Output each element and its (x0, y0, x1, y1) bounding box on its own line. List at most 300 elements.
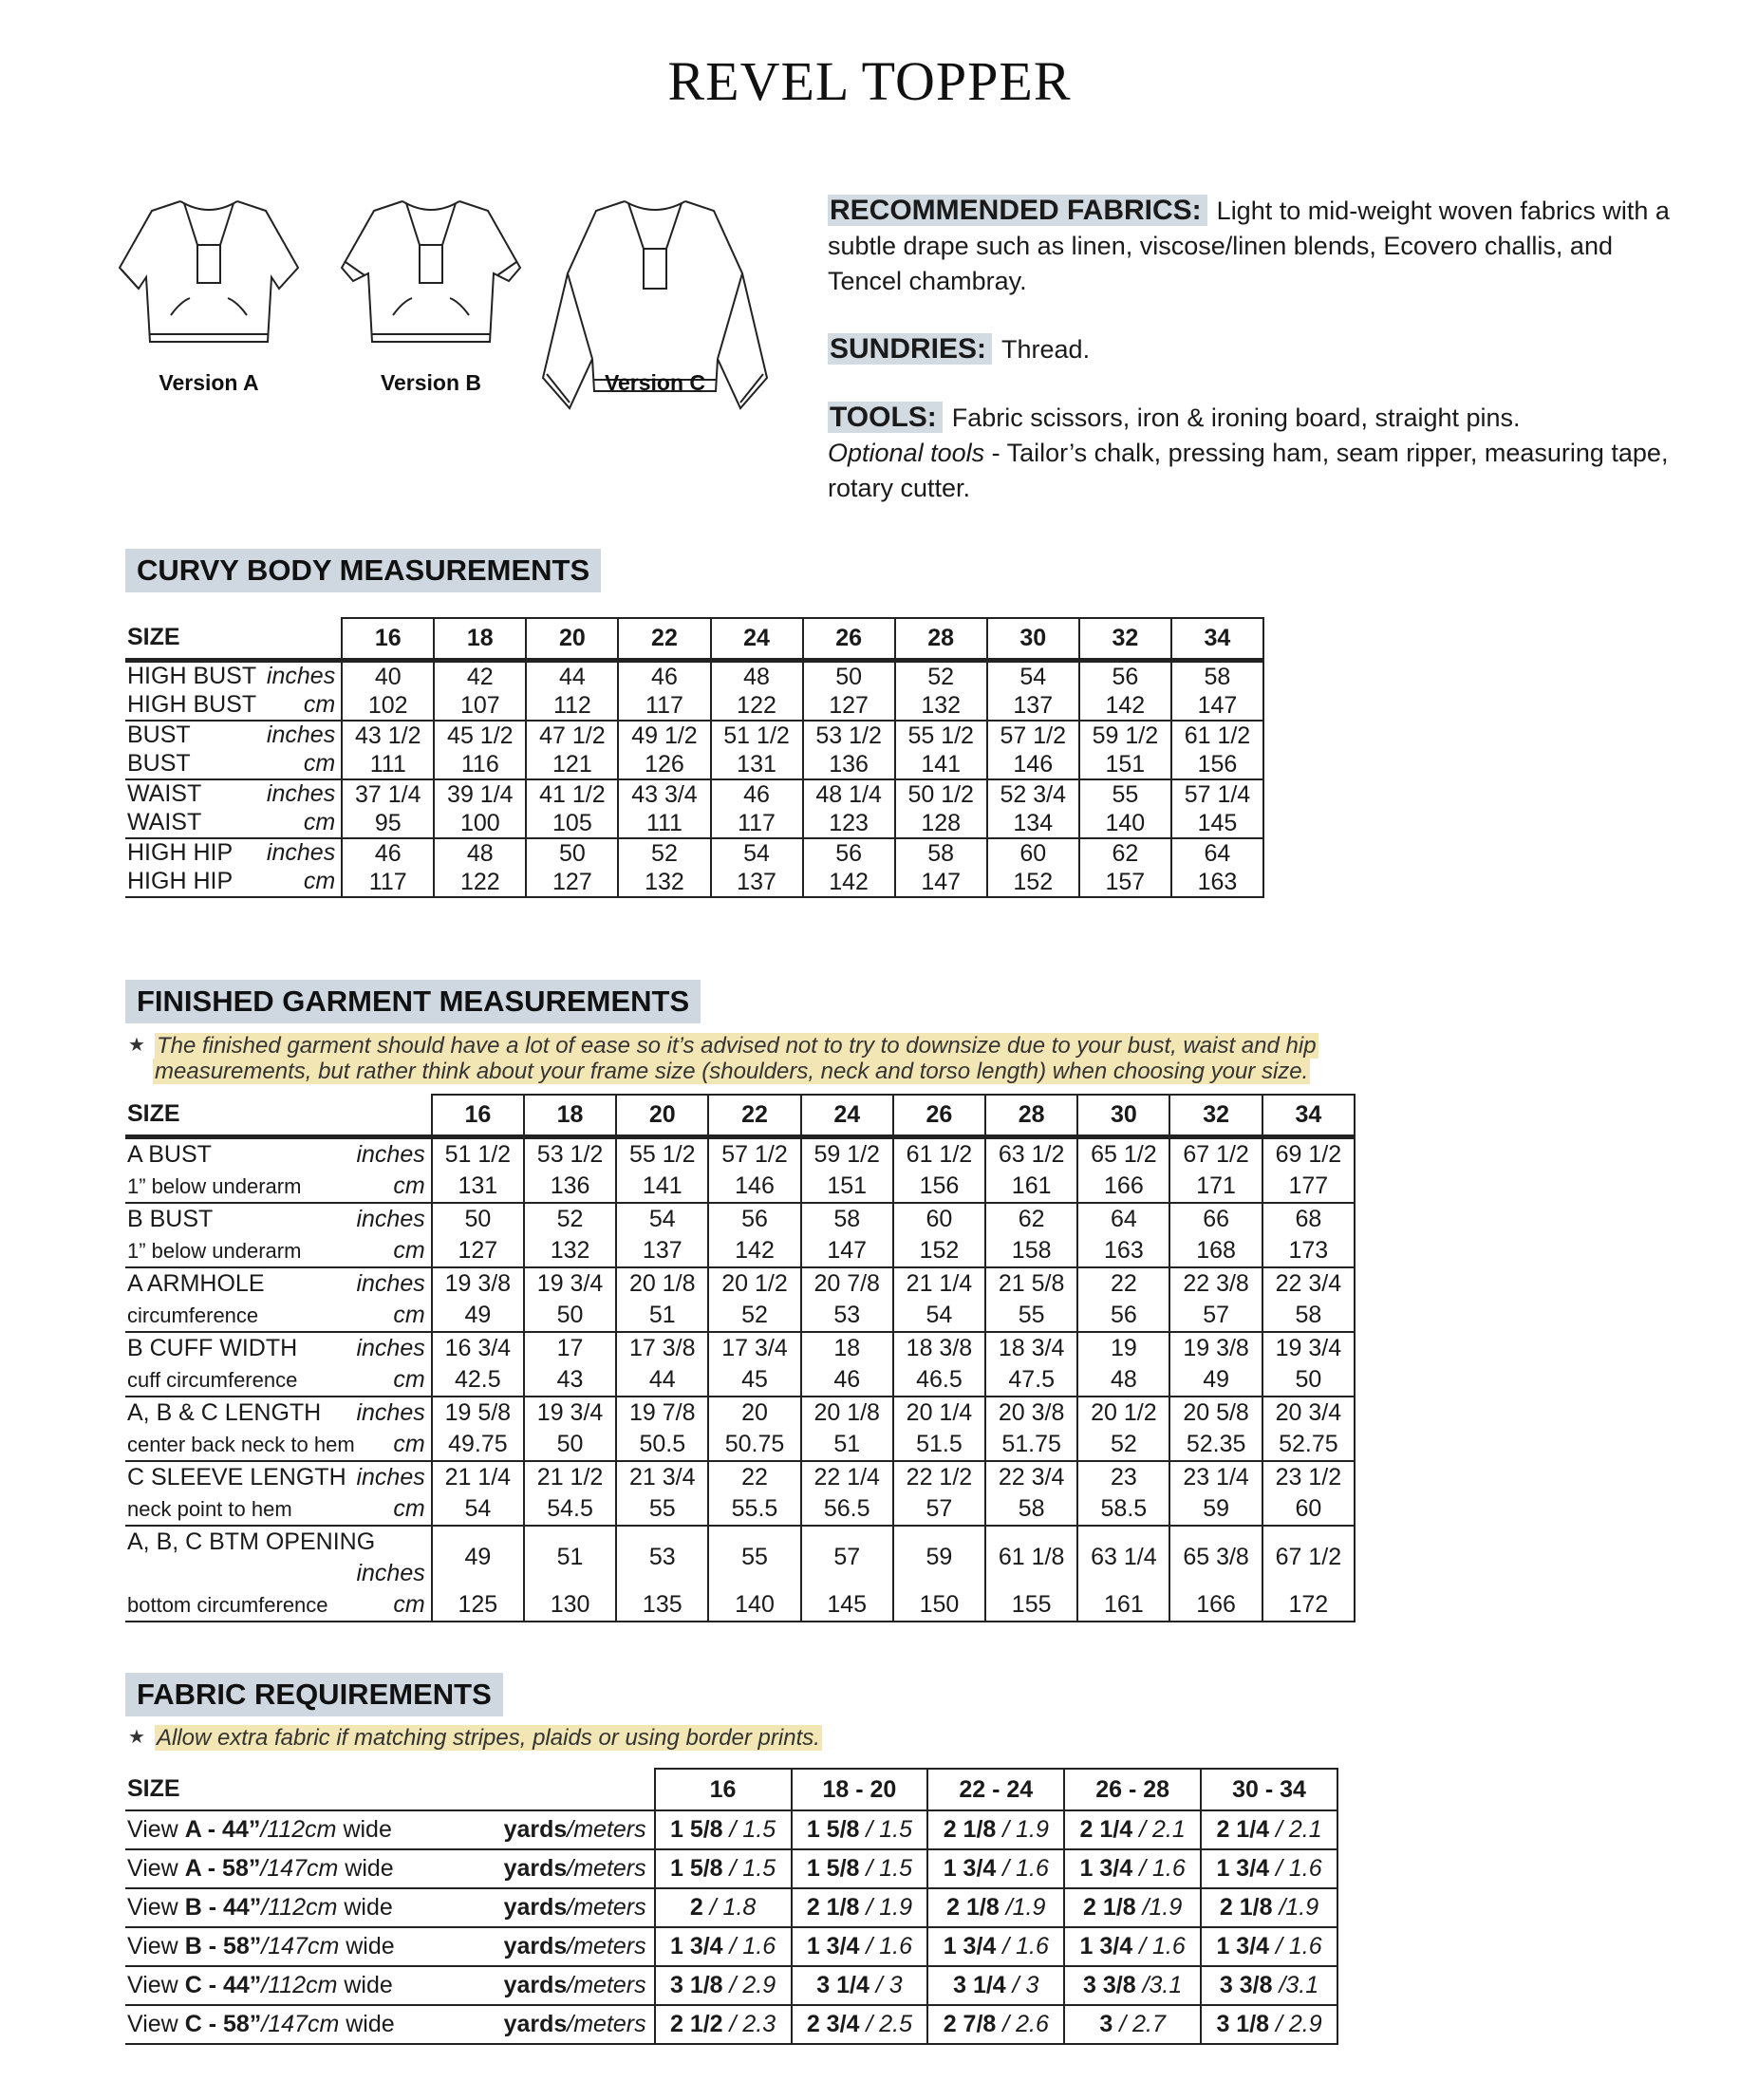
measure-name: B CUFF WIDTH (127, 1334, 298, 1361)
table-cell: 142 (803, 868, 895, 897)
table-row (125, 838, 1263, 868)
unit-label: inches (356, 1205, 425, 1232)
table-cell: 51.5 (893, 1429, 985, 1461)
table-cell: 168 (1169, 1235, 1262, 1267)
yards-value: 2 7/8 (943, 2011, 997, 2037)
table-cell: 53 (616, 1526, 708, 1589)
table-cell: 140 (708, 1589, 800, 1622)
meters-value: / 2.9 (1269, 2011, 1322, 2037)
meters-value: / 1.5 (722, 1855, 776, 1882)
table-cell: 54 (893, 1300, 985, 1332)
yards-value: 2 3/4 (806, 2011, 860, 2037)
size-header: 32 (1079, 618, 1171, 660)
recommended-fabrics-text: Light to mid-weight woven fabrics with a subtle drape such as linen, viscose/linen blends, Ecovero challis, and Tencel chambray. (828, 197, 1670, 295)
table-cell (655, 1849, 792, 1888)
table-cell: 147 (895, 868, 987, 897)
measure-description: 1” below underarm (127, 1173, 302, 1198)
meters-value: / 1.6 (996, 1933, 1049, 1959)
table-cell (1064, 1888, 1201, 1927)
unit-label: cm (303, 868, 336, 894)
table-cell: 49 1/2 (618, 721, 710, 750)
row-label (125, 1235, 432, 1267)
table-cell: 163 (1171, 868, 1263, 897)
table-row (125, 868, 1263, 897)
row-label (125, 691, 342, 721)
table-cell: 20 3/8 (985, 1397, 1077, 1429)
table-cell: 20 (708, 1397, 800, 1429)
view-prefix: View (127, 1894, 185, 1921)
table-cell: 51 (616, 1300, 708, 1332)
size-header: 22 (618, 618, 710, 660)
table-cell: 19 3/8 (432, 1267, 524, 1300)
measure-name: C SLEEVE LENGTH (127, 1463, 346, 1491)
measure-name: HIGH HIP (127, 839, 234, 866)
table-cell: 47 1/2 (526, 721, 618, 750)
table-cell: 62 (985, 1203, 1077, 1235)
yards-value: 1 5/8 (669, 1855, 723, 1882)
meters-value: /3.1 (1135, 1972, 1183, 1998)
table-cell (927, 1927, 1064, 1966)
meters-value: / 3 (1005, 1972, 1039, 1998)
measure-name: BUST (127, 722, 191, 748)
size-header: 30 (987, 618, 1079, 660)
table-cell: 59 (1169, 1493, 1262, 1526)
table-cell (792, 1810, 928, 1849)
fabric-width-suffix: wide (339, 1933, 395, 1959)
table-cell: 46 (342, 838, 434, 868)
yards-value: 3 3/8 (1083, 1972, 1136, 1998)
row-label (125, 2005, 655, 2044)
fabric-width-cm: /112cm (261, 1894, 338, 1921)
table-cell: 141 (895, 750, 987, 779)
unit-label: inches (356, 1140, 425, 1168)
unit-meters: /meters (567, 2011, 646, 2037)
table-cell: 171 (1169, 1171, 1262, 1203)
table-cell: 43 1/2 (342, 721, 434, 750)
row-label (125, 721, 342, 750)
table-cell: 155 (985, 1589, 1077, 1622)
view-letter: C (184, 2011, 202, 2037)
table-cell: 50 (803, 660, 895, 691)
table-cell: 61 1/2 (1171, 721, 1263, 750)
table-cell: 65 1/2 (1077, 1136, 1169, 1171)
size-header: 26 (803, 618, 895, 660)
table-cell: 52 (895, 660, 987, 691)
fabric-width-inches: - 44” (201, 1972, 262, 1998)
table-cell: 20 7/8 (801, 1267, 893, 1300)
recommended-fabrics (828, 193, 1682, 299)
table-cell: 49 (432, 1526, 524, 1589)
table-cell: 65 3/8 (1169, 1526, 1262, 1589)
table-cell (1064, 2005, 1201, 2044)
table-row (125, 1364, 1355, 1397)
table-cell: 48 1/4 (803, 779, 895, 809)
table-cell: 51.75 (985, 1429, 1077, 1461)
table-cell: 142 (1079, 691, 1171, 721)
table-row (125, 1966, 1337, 2005)
unit-label: cm (393, 1172, 425, 1199)
table-cell: 145 (1171, 809, 1263, 838)
measure-name: BUST (127, 750, 191, 777)
table-cell: 19 (1077, 1332, 1169, 1364)
table-cell: 177 (1262, 1171, 1355, 1203)
table-cell (927, 1966, 1064, 2005)
yards-value: 1 5/8 (806, 1855, 860, 1882)
star-icon: ★ (128, 1727, 145, 1748)
table-cell: 19 7/8 (616, 1397, 708, 1429)
row-label (125, 838, 342, 868)
table-cell: 45 (708, 1364, 800, 1397)
measure-description: bottom circumference (127, 1592, 328, 1617)
table-cell: 48 (434, 838, 526, 868)
table-cell: 44 (526, 660, 618, 691)
table-cell: 152 (893, 1235, 985, 1267)
yards-value: 3 3/8 (1219, 1972, 1273, 1998)
info-block (828, 193, 1682, 538)
unit-label: cm (393, 1430, 425, 1457)
table-cell (1064, 1966, 1201, 2005)
table-cell: 136 (803, 750, 895, 779)
fabric-width-inches: - 44” (201, 1894, 262, 1921)
row-label (125, 1589, 432, 1622)
table-cell: 107 (434, 691, 526, 721)
yards-value: 3 (1099, 2011, 1113, 2037)
size-label: SIZE (127, 1775, 180, 1802)
body-measurements-heading: CURVY BODY MEASUREMENTS (125, 549, 601, 592)
table-cell: 54 (711, 838, 803, 868)
table-cell: 17 3/8 (616, 1332, 708, 1364)
unit-label: inches (356, 1334, 425, 1361)
table-cell: 117 (342, 868, 434, 897)
fabric-width-cm: /147cm (261, 2011, 340, 2037)
table-row (125, 1203, 1355, 1235)
table-cell: 161 (985, 1171, 1077, 1203)
table-cell: 56 (708, 1203, 800, 1235)
size-header: 28 (985, 1095, 1077, 1136)
meters-value: / 2.7 (1113, 2011, 1166, 2037)
table-cell: 161 (1077, 1589, 1169, 1622)
unit-meters: /meters (567, 1972, 646, 1998)
table-cell: 21 1/2 (524, 1461, 616, 1493)
table-cell: 51 1/2 (711, 721, 803, 750)
meters-value: / 2.1 (1132, 1816, 1186, 1843)
version-b-label: Version B (380, 370, 482, 395)
table-row (125, 1927, 1337, 1966)
table-cell: 59 1/2 (801, 1136, 893, 1171)
table-cell: 58 (895, 838, 987, 868)
meters-value: / 2.5 (859, 2011, 913, 2037)
table-cell: 117 (711, 809, 803, 838)
table-cell: 23 1/2 (1262, 1461, 1355, 1493)
table-row (125, 2005, 1337, 2044)
yards-value: 2 1/8 (1083, 1894, 1136, 1921)
measure-name: B BUST (127, 1205, 214, 1232)
meters-value: /1.9 (999, 1894, 1046, 1921)
size-header: 30 - 34 (1201, 1769, 1337, 1810)
table-cell (655, 1888, 792, 1927)
table-cell: 102 (342, 691, 434, 721)
table-cell: 47.5 (985, 1364, 1077, 1397)
version-a-label: Version A (159, 370, 259, 395)
unit-label (504, 1816, 654, 1844)
sundries-text: Thread. (1001, 335, 1091, 364)
size-header: 26 - 28 (1064, 1769, 1201, 1810)
table-cell: 123 (803, 809, 895, 838)
table-cell: 57 1/2 (708, 1136, 800, 1171)
table-cell: 22 3/4 (1262, 1267, 1355, 1300)
measure-name: HIGH BUST (127, 691, 257, 718)
size-header: 16 (342, 618, 434, 660)
fabric-width-cm: /112cm (260, 1816, 337, 1843)
table-cell: 64 (1171, 838, 1263, 868)
fabric-width-suffix: wide (337, 1972, 393, 1998)
unit-label: cm (393, 1590, 425, 1618)
view-prefix: View (127, 1816, 185, 1843)
table-cell (1201, 1849, 1337, 1888)
unit-yards: yards (503, 1816, 568, 1843)
unit-label: cm (393, 1301, 425, 1328)
table-row (125, 750, 1263, 779)
size-header: 18 - 20 (792, 1769, 928, 1810)
table-cell: 20 1/2 (1077, 1397, 1169, 1429)
table-cell: 67 1/2 (1169, 1136, 1262, 1171)
sundries (828, 331, 1682, 367)
version-b-sketch (336, 190, 526, 361)
size-header: 22 - 24 (927, 1769, 1064, 1810)
table-cell: 58.5 (1077, 1493, 1169, 1526)
yards-value: 2 1/8 (943, 1816, 997, 1843)
table-row (125, 1849, 1337, 1888)
table-cell: 37 1/4 (342, 779, 434, 809)
row-label (125, 779, 342, 809)
table-cell: 43 3/4 (618, 779, 710, 809)
table-cell: 55 (1079, 779, 1171, 809)
table-cell: 23 1/4 (1169, 1461, 1262, 1493)
table-cell: 150 (893, 1589, 985, 1622)
version-c-label: Version C (604, 370, 706, 395)
row-label (125, 1267, 432, 1300)
unit-label: cm (303, 750, 336, 777)
garment-note: ★ The finished garment should have a lot of ease so it’s advised not to try to downsize due to your bust, waist and hip measurements, but rather think about your frame size (shoulders, neck and torso length) when choosing your size. (128, 1033, 1317, 1084)
measure-name: A ARMHOLE (127, 1269, 265, 1297)
table-cell: 166 (1077, 1171, 1169, 1203)
table-cell: 16 3/4 (432, 1332, 524, 1364)
fabric-width-suffix: wide (337, 1894, 393, 1921)
meters-value: / 2.9 (722, 1972, 776, 1998)
table-cell: 50 (524, 1300, 616, 1332)
size-header: 16 (432, 1095, 524, 1136)
meters-value: / 1.6 (1269, 1933, 1322, 1959)
measure-description: cuff circumference (127, 1367, 298, 1392)
row-label (125, 1493, 432, 1526)
header-row (125, 1769, 1337, 1810)
yards-value: 1 3/4 (943, 1933, 997, 1959)
table-cell: 126 (618, 750, 710, 779)
table-cell: 121 (526, 750, 618, 779)
row-label (125, 1888, 655, 1927)
fabric-width-suffix: wide (336, 1816, 392, 1843)
yards-value: 2 1/8 (806, 1894, 860, 1921)
unit-label (504, 1855, 654, 1883)
table-cell: 125 (432, 1589, 524, 1622)
table-row (125, 1267, 1355, 1300)
table-cell (1201, 2005, 1337, 2044)
row-label (125, 1332, 432, 1364)
star-icon: ★ (128, 1035, 145, 1056)
unit-label: inches (356, 1269, 425, 1297)
table-cell: 50 1/2 (895, 779, 987, 809)
table-row (125, 1171, 1355, 1203)
table-cell: 50.75 (708, 1429, 800, 1461)
table-cell: 127 (432, 1235, 524, 1267)
table-cell: 46 (711, 779, 803, 809)
table-cell: 54.5 (524, 1493, 616, 1526)
table-cell: 20 5/8 (1169, 1397, 1262, 1429)
meters-value: / 3 (869, 1972, 903, 1998)
table-cell (792, 1927, 928, 1966)
table-cell: 55 (616, 1493, 708, 1526)
table-cell: 22 1/2 (893, 1461, 985, 1493)
table-cell: 22 3/4 (985, 1461, 1077, 1493)
table-cell: 59 (893, 1526, 985, 1589)
table-row (125, 1810, 1337, 1849)
fabric-requirements-table (125, 1768, 1338, 2045)
table-cell (655, 1810, 792, 1849)
table-cell: 156 (1171, 750, 1263, 779)
header-row (125, 1095, 1355, 1136)
table-cell: 46 (801, 1364, 893, 1397)
row-label (125, 1526, 432, 1589)
table-row (125, 1888, 1337, 1927)
table-row (125, 1429, 1355, 1461)
table-cell: 100 (434, 809, 526, 838)
unit-yards: yards (503, 1855, 568, 1882)
table-cell: 142 (708, 1235, 800, 1267)
unit-yards: yards (503, 1972, 568, 1998)
table-cell: 43 (524, 1364, 616, 1397)
table-cell: 156 (893, 1171, 985, 1203)
meters-value: / 1.6 (1132, 1855, 1186, 1882)
row-label (125, 1461, 432, 1493)
sundries-label: SUNDRIES: (828, 333, 992, 365)
table-cell (1201, 1966, 1337, 2005)
table-cell (1201, 1927, 1337, 1966)
row-label (125, 1203, 432, 1235)
table-cell: 61 1/8 (985, 1526, 1077, 1589)
tools-label: TOOLS: (828, 402, 943, 433)
meters-value: / 1.9 (996, 1816, 1049, 1843)
table-cell: 55 1/2 (895, 721, 987, 750)
meters-value: / 1.6 (996, 1855, 1049, 1882)
view-letter: C (184, 1972, 202, 1998)
table-cell (927, 1849, 1064, 1888)
table-cell: 135 (616, 1589, 708, 1622)
table-cell: 147 (1171, 691, 1263, 721)
table-cell: 111 (342, 750, 434, 779)
size-header: 18 (434, 618, 526, 660)
table-cell: 60 (1262, 1493, 1355, 1526)
table-cell: 21 3/4 (616, 1461, 708, 1493)
table-row (125, 1493, 1355, 1526)
unit-label (504, 1894, 654, 1922)
technical-sketches (104, 190, 788, 422)
yards-value: 1 3/4 (943, 1855, 997, 1882)
view-prefix: View (127, 1855, 185, 1882)
table-cell: 45 1/2 (434, 721, 526, 750)
size-header: 24 (711, 618, 803, 660)
table-cell: 112 (526, 691, 618, 721)
row-label (125, 1966, 655, 2005)
fabric-width-inches: - 58” (201, 1933, 262, 1959)
table-cell: 55.5 (708, 1493, 800, 1526)
table-cell (1064, 1849, 1201, 1888)
table-cell: 49 (432, 1300, 524, 1332)
meters-value: / 2.3 (722, 2011, 776, 2037)
meters-value: /3.1 (1272, 1972, 1319, 1998)
table-cell: 53 1/2 (524, 1136, 616, 1171)
row-label (125, 1364, 432, 1397)
unit-label: inches (266, 722, 336, 748)
table-cell: 54 (432, 1493, 524, 1526)
size-header: 28 (895, 618, 987, 660)
fabric-width-cm: /147cm (260, 1855, 339, 1882)
view-prefix: View (127, 2011, 185, 2037)
unit-label (504, 1972, 654, 1999)
size-header: 30 (1077, 1095, 1169, 1136)
unit-label: cm (393, 1365, 425, 1393)
table-cell: 21 1/4 (432, 1461, 524, 1493)
meters-value: / 1.8 (702, 1894, 757, 1921)
unit-label: inches (266, 780, 336, 807)
table-cell: 163 (1077, 1235, 1169, 1267)
table-cell: 66 (1169, 1203, 1262, 1235)
measure-description: circumference (127, 1303, 259, 1327)
table-cell: 20 3/4 (1262, 1397, 1355, 1429)
size-label: SIZE (127, 1100, 180, 1128)
table-cell (1201, 1888, 1337, 1927)
size-header: 18 (524, 1095, 616, 1136)
table-cell: 166 (1169, 1589, 1262, 1622)
table-cell: 105 (526, 809, 618, 838)
table-cell: 52.75 (1262, 1429, 1355, 1461)
yards-value: 3 1/8 (669, 1972, 723, 1998)
table-cell: 52 (708, 1300, 800, 1332)
size-header: 16 (655, 1769, 792, 1810)
view-prefix: View (127, 1972, 185, 1998)
size-header: 32 (1169, 1095, 1262, 1136)
table-cell: 151 (1079, 750, 1171, 779)
table-cell: 49 (1169, 1364, 1262, 1397)
table-cell: 18 3/8 (893, 1332, 985, 1364)
table-cell: 54 (616, 1203, 708, 1235)
measure-name: A, B & C LENGTH (127, 1398, 322, 1426)
unit-label: cm (303, 809, 336, 835)
meters-value: /1.9 (1135, 1894, 1183, 1921)
table-cell: 19 3/4 (524, 1397, 616, 1429)
unit-label: cm (393, 1494, 425, 1522)
yards-value: 1 3/4 (1216, 1933, 1270, 1959)
meters-value: / 2.1 (1269, 1816, 1322, 1843)
size-header: 26 (893, 1095, 985, 1136)
table-cell: 131 (711, 750, 803, 779)
yards-value: 3 1/4 (953, 1972, 1006, 1998)
table-cell: 50 (1262, 1364, 1355, 1397)
fabric-width-cm: /112cm (261, 1972, 338, 1998)
table-cell: 111 (618, 809, 710, 838)
table-cell (655, 1927, 792, 1966)
meters-value: /1.9 (1272, 1894, 1319, 1921)
table-cell: 53 1/2 (803, 721, 895, 750)
